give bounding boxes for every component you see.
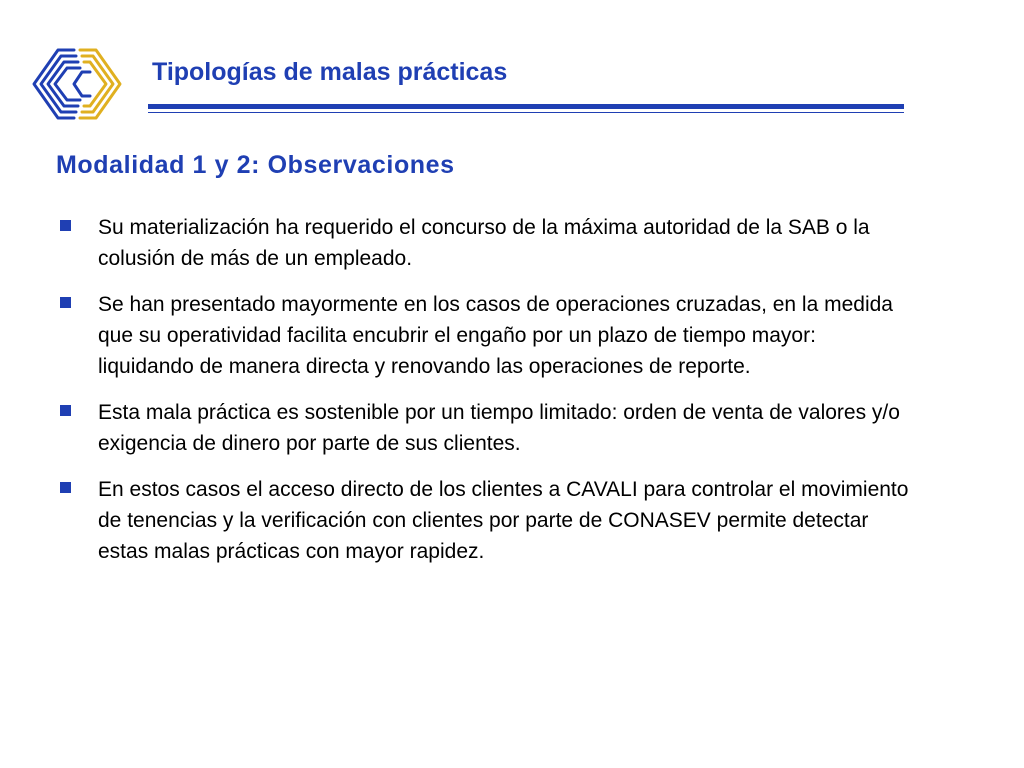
cavali-logo-icon [30, 42, 124, 126]
section-subtitle: Modalidad 1 y 2: Observaciones [56, 151, 455, 179]
list-item [56, 212, 916, 274]
bullet-text: Se han presentado mayormente en los casos de operaciones cruzadas, en la medida que su operatividad facilita encubrir el engaño por un plazo de tiempo mayor: liquidando de manera directa y renovando las operaciones de reporte. [98, 293, 893, 378]
bullet-list [56, 212, 916, 582]
title-divider-thin [148, 112, 904, 113]
square-bullet-icon [60, 405, 71, 416]
bullet-text: Su materialización ha requerido el concurso de la máxima autoridad de la SAB o la colusión de más de un empleado. [98, 216, 870, 270]
page-title: Tipologías de malas prácticas [152, 58, 508, 86]
title-divider [148, 104, 904, 109]
square-bullet-icon [60, 297, 71, 308]
bullet-text: En estos casos el acceso directo de los clientes a CAVALI para controlar el movimiento de tenencias y la verificación con clientes por parte de CONASEV permite detectar estas malas prácticas con mayor rapidez. [98, 478, 909, 563]
list-item [56, 397, 916, 459]
list-item [56, 474, 916, 567]
square-bullet-icon [60, 482, 71, 493]
list-item [56, 289, 916, 382]
bullet-text: Esta mala práctica es sostenible por un tiempo limitado: orden de venta de valores y/o exigencia de dinero por parte de sus clientes. [98, 401, 900, 455]
square-bullet-icon [60, 220, 71, 231]
